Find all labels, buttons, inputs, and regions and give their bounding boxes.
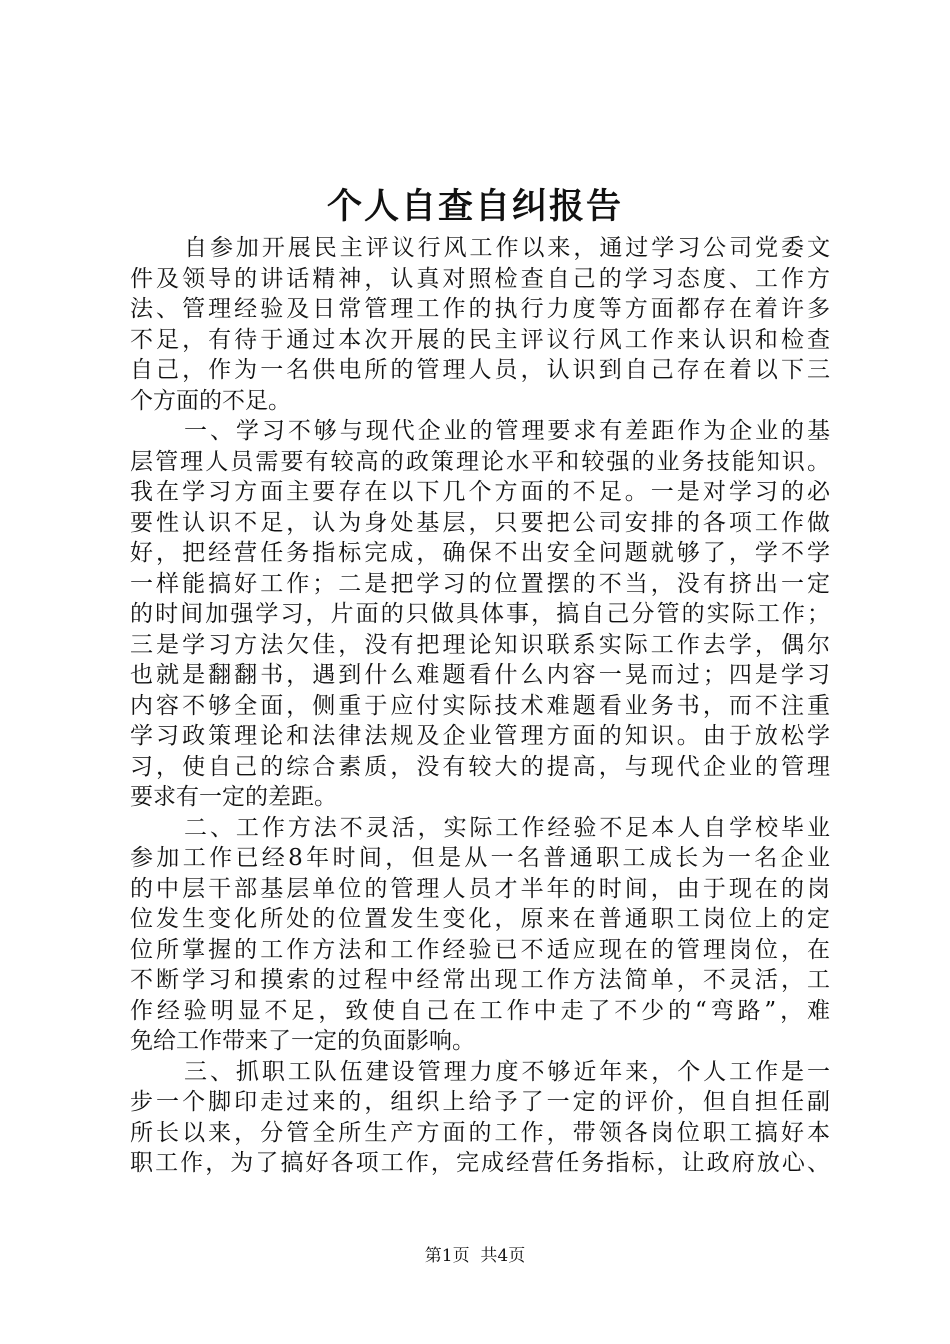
text-line: 习，使自己的综合素质，没有较大的提高，与现代企业的管理 xyxy=(130,753,830,780)
text-line: 步一个脚印走过来的，组织上给予了一定的评价，但自担任副 xyxy=(130,1089,830,1115)
page-title: 个人自查自纠报告 xyxy=(326,186,623,227)
text-line: 职工作，为了搞好各项工作，完成经营任务指标，让政府放心、 xyxy=(130,1150,830,1176)
text-line: 要性认识不足，认为身处基层，只要把公司安排的各项工作做 xyxy=(130,509,830,536)
text-line: 也就是翻翻书，遇到什么难题看什么内容一晃而过；四是学习 xyxy=(130,662,830,688)
text-line: 一样能搞好工作；二是把学习的位置摆的不当，没有挤出一定 xyxy=(130,570,830,597)
text-line: 法、管理经验及日常管理工作的执行力度等方面都存在着许多 xyxy=(130,296,830,322)
text-line: 参加工作已经8年时间，但是从一名普通职工成长为一名企业 xyxy=(130,845,830,871)
text-line: 层管理人员需要有较高的政策理论水平和较强的业务技能知识。 xyxy=(130,448,830,475)
page-footer xyxy=(0,1245,950,1267)
text-line: 作经验明显不足，致使自己在工作中走了不少的“弯路”，难 xyxy=(130,997,830,1024)
text-line: 不断学习和摸索的过程中经常出现工作方法简单，不灵活，工 xyxy=(130,967,830,993)
text-line: 好，把经营任务指标完成，确保不出安全问题就够了，学不学 xyxy=(130,540,830,566)
page-total: 共4页 xyxy=(480,1246,526,1266)
text-line: 学习政策理论和法律法规及企业管理方面的知识。由于放松学 xyxy=(130,723,830,749)
text-line: 我在学习方面主要存在以下几个方面的不足。一是对学习的必 xyxy=(130,479,830,505)
text-line: 所长以来，分管全所生产方面的工作，带领各岗位职工搞好本 xyxy=(130,1119,830,1146)
document-body xyxy=(130,233,830,1179)
text-line: 位所掌握的工作方法和工作经验已不适应现在的管理岗位，在 xyxy=(130,936,830,963)
text-line: 件及领导的讲话精神，认真对照检查自己的学习态度、工作方 xyxy=(130,265,830,292)
text-line: 三、抓职工队伍建设管理力度不够近年来，个人工作是一 xyxy=(184,1058,830,1085)
text-line: 个方面的不足。 xyxy=(130,387,291,414)
text-line: 一、学习不够与现代企业的管理要求有差距作为企业的基 xyxy=(184,418,830,444)
text-line: 的中层干部基层单位的管理人员才半年的时间，由于现在的岗 xyxy=(130,875,830,902)
text-line: 要求有一定的差距。 xyxy=(130,784,337,810)
text-line: 自己，作为一名供电所的管理人员，认识到自己存在着以下三 xyxy=(130,357,830,383)
page-number: 第1页 xyxy=(424,1246,470,1266)
text-line: 免给工作带来了一定的负面影响。 xyxy=(130,1028,475,1054)
text-line: 内容不够全面，侧重于应付实际技术难题看业务书，而不注重 xyxy=(130,692,830,719)
text-line: 不足，有待于通过本次开展的民主评议行风工作来认识和检查 xyxy=(130,326,830,353)
text-line: 自参加开展民主评议行风工作以来，通过学习公司党委文 xyxy=(184,235,830,261)
text-line: 三是学习方法欠佳，没有把理论知识联系实际工作去学，偶尔 xyxy=(130,631,830,658)
text-line: 二、工作方法不灵活，实际工作经验不足本人自学校毕业 xyxy=(184,814,830,841)
text-line: 位发生变化所处的位置发生变化，原来在普通职工岗位上的定 xyxy=(130,906,830,932)
text-line: 的时间加强学习，片面的只做具体事，搞自己分管的实际工作； xyxy=(130,601,830,627)
